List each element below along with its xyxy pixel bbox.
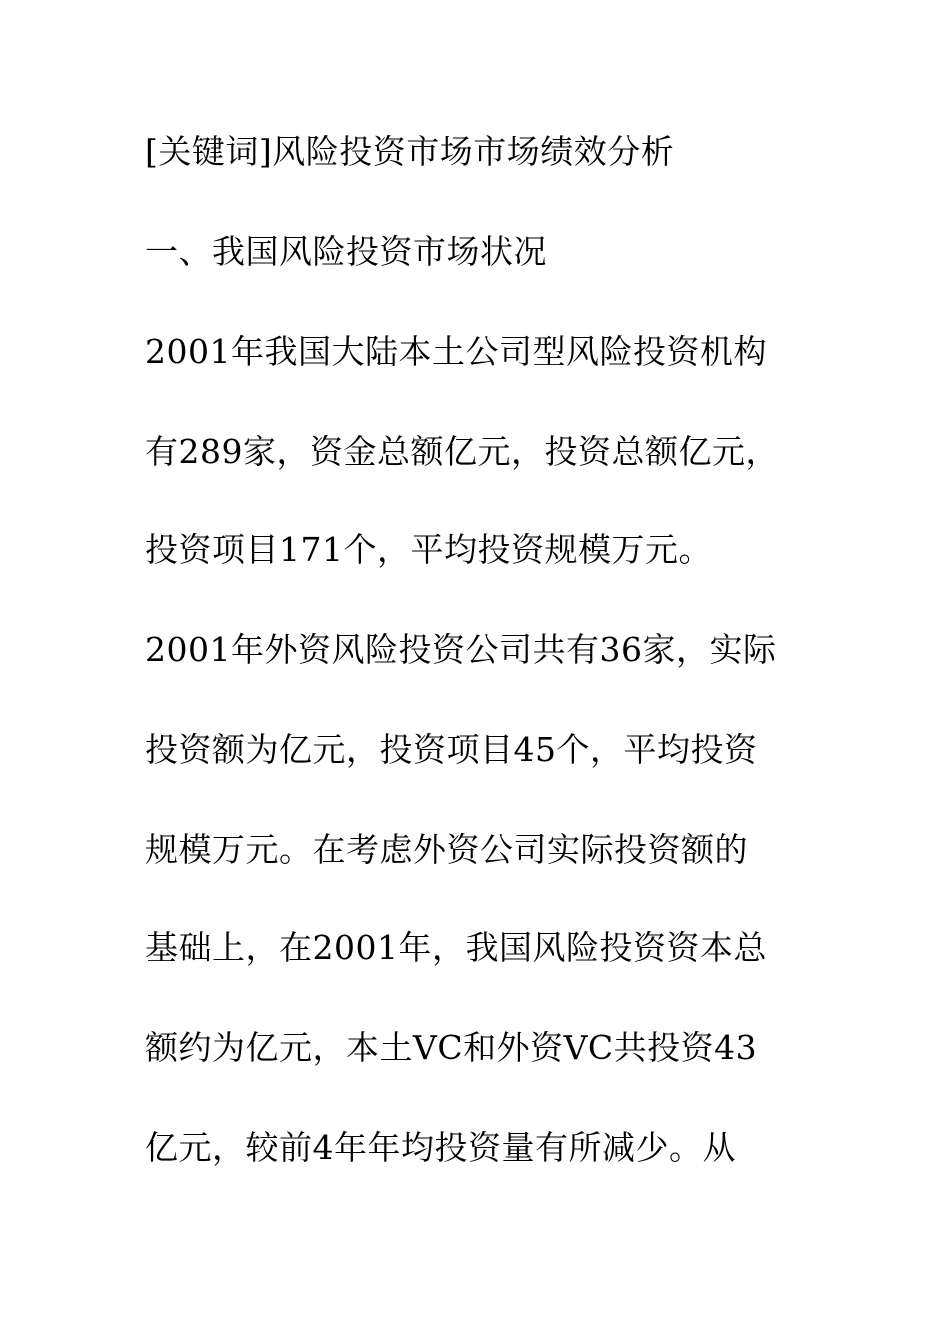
paragraph-line: 投资额为亿元，投资项目45个，平均投资: [145, 730, 758, 769]
paragraph-line: 额约为亿元，本土VC和外资VC共投资43: [145, 1028, 758, 1067]
paragraph-line: 2001年我国大陆本土公司型风险投资机构: [145, 332, 767, 371]
paragraph-line: 投资项目171个，平均投资规模万元。: [145, 530, 712, 569]
paragraph-line: 2001年外资风险投资公司共有36家，实际: [145, 630, 777, 669]
keywords-line: [关键词]风险投资市场市场绩效分析: [145, 132, 675, 171]
section-heading: 一、我国风险投资市场状况: [145, 232, 547, 271]
paragraph-line: 基础上，在2001年，我国风险投资资本总: [145, 928, 767, 967]
paragraph-line: 规模万元。在考虑外资公司实际投资额的: [145, 830, 748, 869]
paragraph-line: 亿元，较前4年年均投资量有所减少。从: [145, 1128, 736, 1167]
paragraph-line: 有289家，资金总额亿元，投资总额亿元，: [145, 432, 779, 471]
